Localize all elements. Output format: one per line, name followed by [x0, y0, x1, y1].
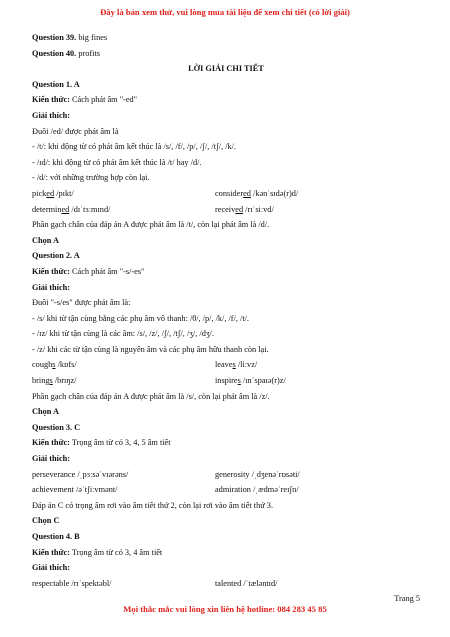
- question-2-words-row-1: [32, 357, 420, 373]
- word-picked: picked /pɪkt/: [32, 188, 74, 198]
- question-40: [32, 46, 420, 62]
- word-leaves: leaves /liːvz/: [215, 360, 258, 370]
- word-respectable: respectable /rɪˈspektəbl/: [32, 578, 112, 588]
- question-2-knowledge: Kiến thức: Cách phát âm "-s/-es": [32, 266, 145, 276]
- hotline-footer: Mọi thắc mắc vui lòng xin liên hệ hotline: 084 283 45 85: [123, 604, 327, 614]
- preview-banner: Đây là bản xem thử, vui lòng mua tài liệu để xem chi tiết (có lời giải): [100, 7, 350, 17]
- question-39-answer: big fines: [76, 33, 108, 42]
- question-1-rule-2: - /ɪd/: khi động từ có phát âm kết thúc là /t/ hay /d/.: [32, 157, 202, 167]
- question-3-words-row-2: [32, 482, 420, 498]
- question-39: [32, 30, 420, 46]
- question-1-intro: Đuôi /ed/ được phát âm là: [32, 126, 119, 136]
- word-coughs: coughs /kɒfs/: [32, 360, 77, 370]
- word-determined: determined /dɪˈtɜːmɪnd/: [32, 204, 111, 214]
- question-2-rule-3: - /z/ khi các từ tận cùng là nguyên âm và các phụ âm hữu thanh còn lại.: [32, 344, 269, 354]
- question-3-knowledge: Kiến thức: Trọng âm từ có 3, 4, 5 âm tiết: [32, 438, 171, 448]
- word-talented: talented /ˈtæləntɪd/: [215, 578, 278, 588]
- word-achievement: achievement /əˈtʃiːvmənt/: [32, 485, 118, 495]
- word-received: received /rɪˈsiːvd/: [215, 204, 274, 214]
- question-3-words-row-1: [32, 467, 420, 483]
- question-3-explain-label: Giải thích:: [32, 454, 71, 464]
- question-4-title: Question 4. B: [32, 532, 80, 541]
- question-1-explain-label: Giải thích:: [32, 110, 71, 120]
- question-3-conclusion: Đáp án C có trọng âm rơi vào âm tiết thứ 2, còn lại rơi vào âm tiết thứ 3.: [32, 500, 274, 510]
- question-40-label: Question 40.: [32, 48, 77, 58]
- question-1-title: Question 1. A: [32, 79, 80, 89]
- question-4-knowledge: Kiến thức: Trọng âm từ có 3, 4 âm tiết: [32, 547, 163, 557]
- word-brings: brings /brɪŋz/: [32, 376, 77, 386]
- question-4-explain-label: Giải thích:: [32, 563, 71, 573]
- word-admiration: admiration /ˌædməˈreɪʃn/: [215, 485, 299, 495]
- question-2-conclusion: Phần gạch chân của đáp án A được phát âm là /s/, còn lại phát âm là /z/.: [32, 391, 270, 401]
- question-3-choice: Chọn C: [32, 516, 60, 526]
- question-1-rule-3: - /d/: với những trường hợp còn lại.: [32, 173, 150, 183]
- question-2-choice: Chọn A: [32, 407, 59, 417]
- question-1-knowledge: Kiến thức: Cách phát âm "-ed": [32, 95, 138, 105]
- question-1-conclusion: Phần gạch chân của đáp án A được phát âm là /t/, còn lại phát âm là /d/.: [32, 220, 270, 230]
- question-2-explain-label: Giải thích:: [32, 282, 71, 292]
- question-1-words-row-1: [32, 186, 420, 202]
- question-1-choice: Chọn A: [32, 235, 59, 245]
- question-40-answer: profits: [76, 48, 101, 58]
- document-body: [32, 30, 420, 591]
- question-2-intro: Đuôi "-s/es" được phát âm là:: [32, 298, 131, 308]
- question-4-words-row-1: [32, 576, 420, 592]
- question-1-words-row-2: [32, 202, 420, 218]
- section-title: LỜI GIẢI CHI TIẾT: [188, 64, 264, 74]
- word-perseverance: perseverance /ˌpɜːsəˈvɪərəns/: [32, 469, 129, 479]
- question-2-words-row-2: [32, 373, 420, 389]
- question-2-title: Question 2. A: [32, 251, 80, 261]
- word-considered: considered /kənˈsɪdə(r)d/: [215, 188, 299, 198]
- question-2-rule-1: - /s/ khi từ tận cùng bằng các phụ âm vô thanh: /θ/, /p/, /k/, /f/, /t/.: [32, 313, 250, 323]
- word-generosity: generosity /ˌdʒenəˈrɒsəti/: [215, 469, 300, 479]
- question-1-rule-1: - /t/: khi động từ có phát âm kết thúc là /s/, /f/, /p/, /ʃ/, /tʃ/, /k/.: [32, 142, 237, 152]
- word-inspires: inspires /ɪnˈspaɪə(r)z/: [215, 376, 286, 386]
- question-3-title: Question 3. C: [32, 422, 81, 432]
- page-number: Trang 5: [394, 594, 420, 603]
- question-2-rule-2: - /ɪz/ khi từ tận cùng là các âm: /s/, /z/, /ʃ/, /tʃ/, /ʒ/, /dʒ/.: [32, 329, 214, 339]
- question-39-label: Question 39.: [32, 33, 77, 42]
